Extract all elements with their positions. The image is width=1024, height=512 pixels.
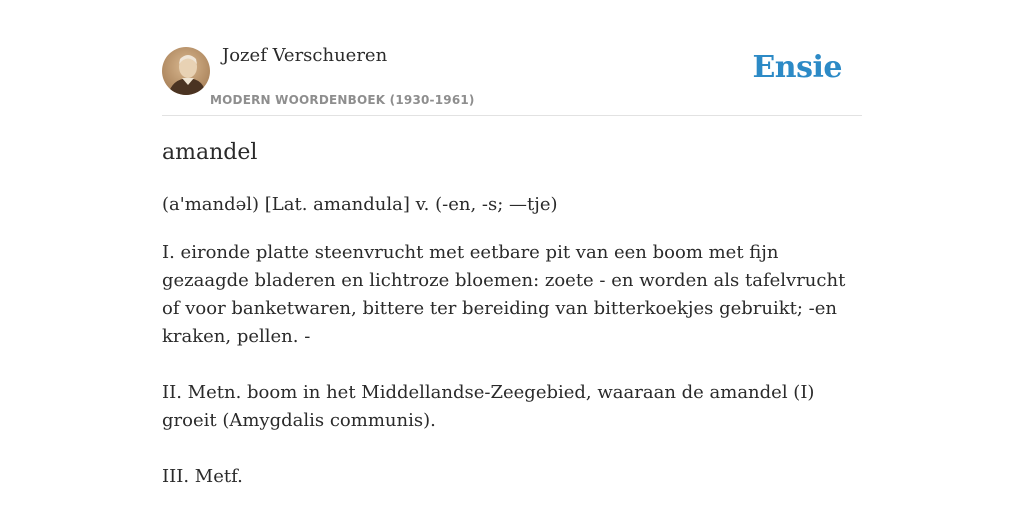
- entry-pronunciation: (a'mandəl) [Lat. amandula] v. (-en, -s; —tje): [162, 194, 558, 215]
- author-portrait-icon: [162, 47, 210, 95]
- entry-headword: amandel: [162, 140, 258, 165]
- author-name[interactable]: Jozef Verschueren: [222, 45, 388, 66]
- definition-text: I. eironde platte steenvrucht met eetbare pit van een boom met fijn gezaagde bladeren en lichtroze bloemen: zoete - en worden als tafelvrucht of voor banketwaren, bittere ter bereiding van bitterkoekjes gebruikt; -en kraken, pellen. - II. Metn. boom in het Middellandse-Zeegebied, waaraan de amandel (I) groeit (Amygdalis communis). III. Metf.: [162, 242, 846, 487]
- ensie-logo[interactable]: Ensie: [752, 50, 842, 85]
- entry-definition: [162, 239, 862, 491]
- author-avatar[interactable]: [162, 47, 210, 95]
- entry-header: [162, 0, 862, 116]
- dictionary-source[interactable]: MODERN WOORDENBOEK (1930-1961): [210, 93, 475, 107]
- entry-card: [162, 0, 862, 512]
